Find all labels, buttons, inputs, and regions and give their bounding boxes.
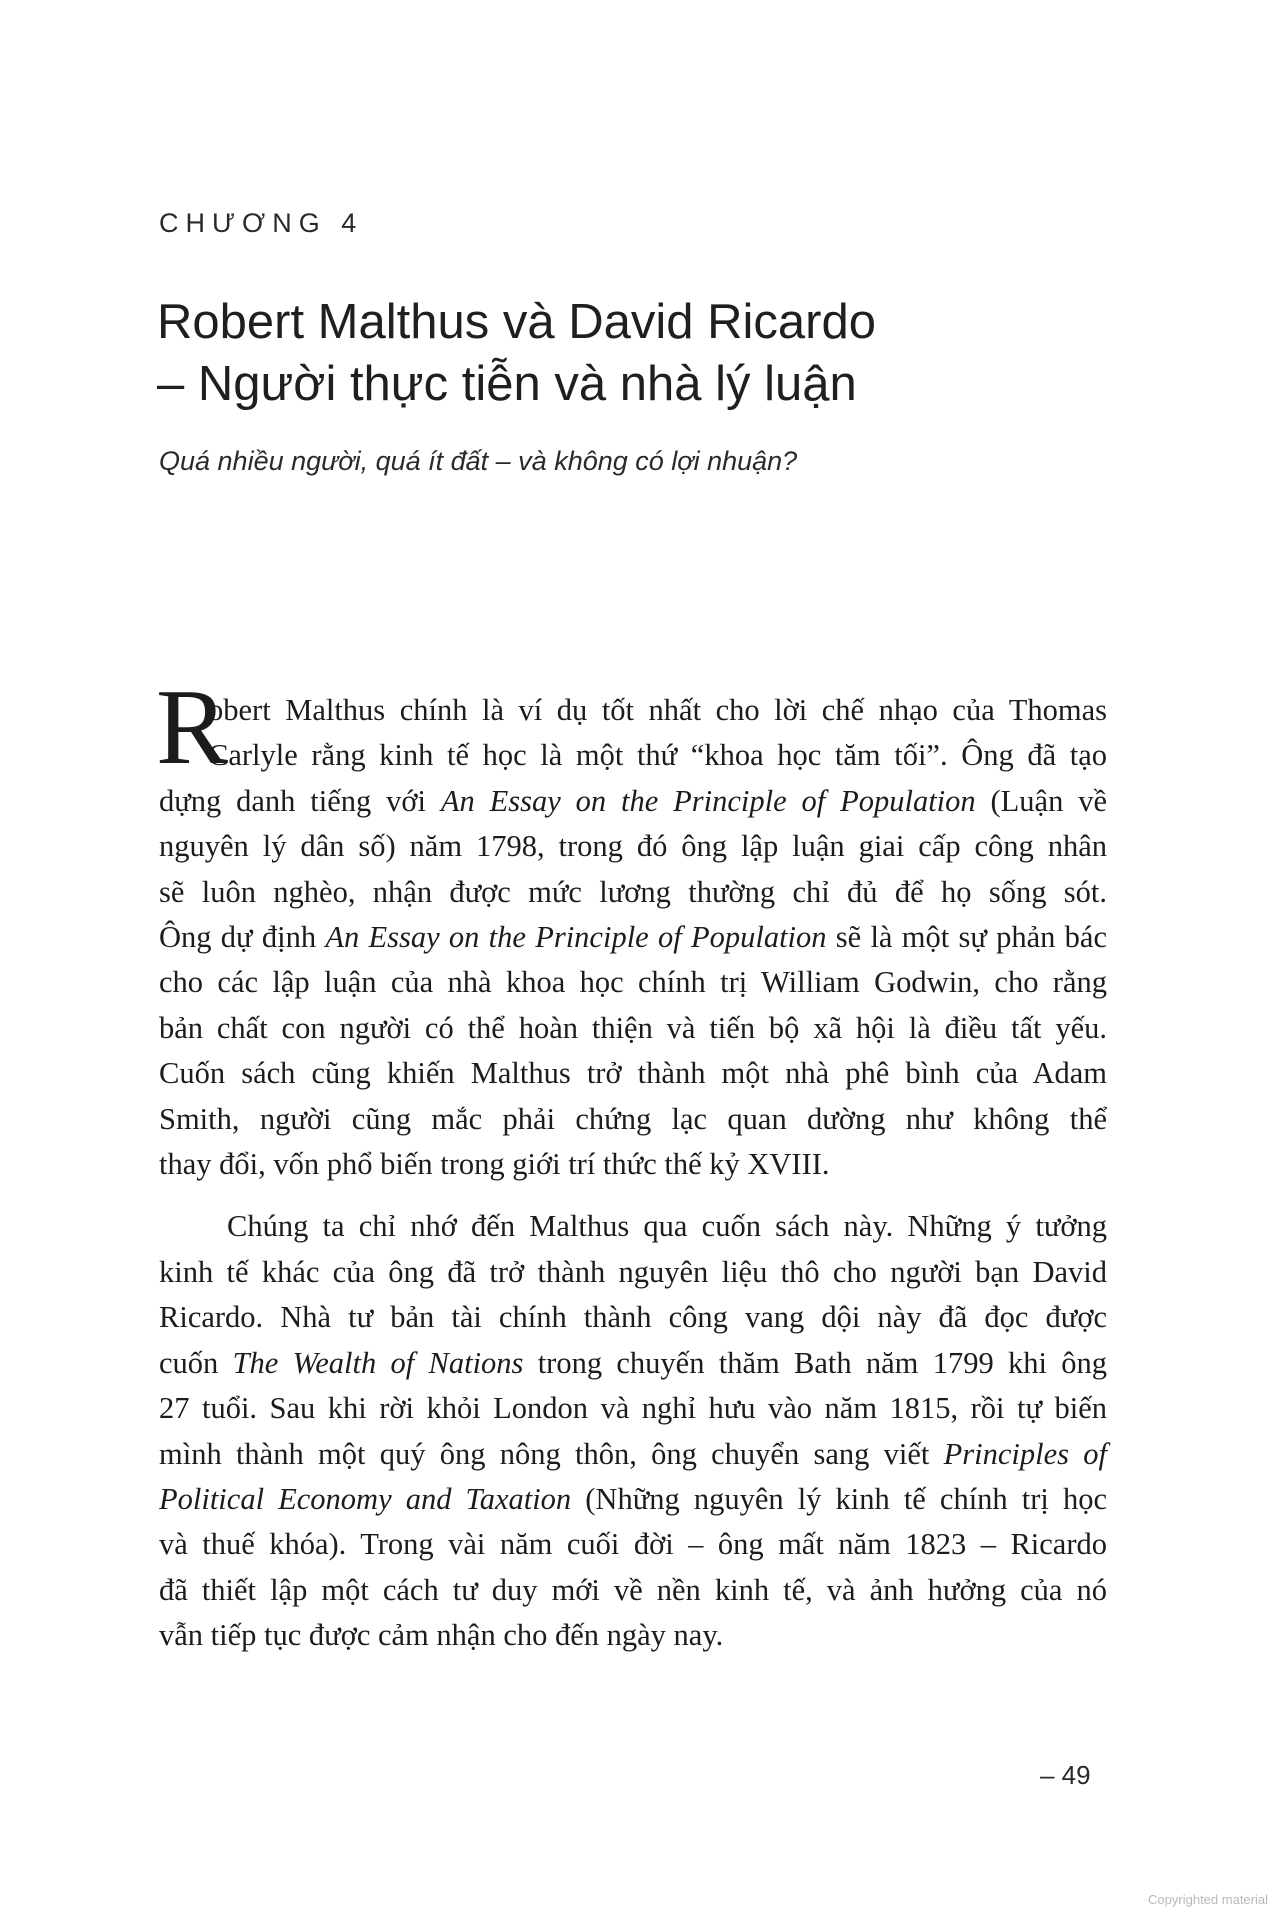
text-line <box>159 1341 1107 1386</box>
text-line: và thuế khóa). Trong vài năm cuối đời – ông mất năm 1823 – Ricardo <box>159 1527 1107 1562</box>
text-span: Ông dự định <box>159 920 326 955</box>
text-span: trong chuyến thăm Bath năm 1799 khi ông <box>523 1345 1107 1380</box>
chapter-title-line: – Người thực tiễn và nhà lý luận <box>157 356 857 411</box>
book-title: An Essay on the Principle of Population <box>440 783 976 818</box>
text-line: kinh tế khác của ông đã trở thành nguyên liệu thô cho người bạn David <box>159 1254 1107 1289</box>
book-title: Political Economy and Taxation <box>159 1481 572 1516</box>
page-number: – 49 <box>1040 1760 1091 1790</box>
text-line: cho các lập luận của nhà khoa học chính trị William Godwin, cho rằng <box>159 965 1107 1000</box>
paragraph-1 <box>156 668 1108 1187</box>
text-line <box>159 1432 1107 1477</box>
text-span: cuốn <box>159 1345 233 1380</box>
text-line <box>159 915 1107 960</box>
book-title: Principles of <box>943 1436 1107 1471</box>
text-line: Ricardo. Nhà tư bản tài chính thành công vang dội này đã đọc được <box>159 1300 1107 1335</box>
book-title: The Wealth of Nations <box>232 1345 524 1380</box>
text-line: đã thiết lập một cách tư duy mới về nền kinh tế, và ảnh hưởng của nó <box>159 1572 1107 1607</box>
drop-cap: R <box>156 668 229 787</box>
text-line: sẽ luôn nghèo, nhận được mức lương thường chỉ đủ để họ sống sót. <box>159 874 1107 909</box>
text-span: (Luận về <box>975 783 1108 818</box>
paragraph-2 <box>159 1204 1107 1658</box>
body-text <box>156 668 1108 1659</box>
text-line: 27 tuổi. Sau khi rời khỏi London và nghỉ hưu vào năm 1815, rồi tự biến <box>159 1391 1107 1426</box>
chapter-title <box>157 291 1137 415</box>
text-span: (Những nguyên lý kinh tế chính trị học <box>571 1481 1107 1516</box>
text-line: Carlyle rằng kinh tế học là một thứ “khoa học tăm tối”. Ông đã tạo <box>208 738 1107 773</box>
text-line: Cuốn sách cũng khiến Malthus trở thành một nhà phê bình của Adam <box>159 1056 1107 1091</box>
text-line <box>159 779 1107 824</box>
text-line: bản chất con người có thể hoàn thiện và tiến bộ xã hội là điều tất yếu. <box>159 1010 1107 1045</box>
copyright-notice: Copyrighted material <box>1148 1892 1268 1907</box>
chapter-title-line: Robert Malthus và David Ricardo <box>157 294 876 349</box>
text-line: thay đổi, vốn phổ biến trong giới trí thức thế kỷ XVIII. <box>159 1147 830 1182</box>
book-title: An Essay on the Principle of Population <box>325 920 827 955</box>
text-line: nguyên lý dân số) năm 1798, trong đó ông lập luận giai cấp công nhân <box>159 829 1107 864</box>
text-span: mình thành một quý ông nông thôn, ông chuyển sang viết <box>159 1436 944 1471</box>
text-span: sẽ là một sự phản bác <box>826 920 1107 955</box>
text-line <box>159 1477 1107 1522</box>
text-line: Chúng ta chỉ nhớ đến Malthus qua cuốn sách này. Những ý tưởng <box>227 1209 1107 1244</box>
chapter-label: CHƯƠNG 4 <box>159 208 364 238</box>
text-span: dựng danh tiếng với <box>159 783 441 818</box>
text-span: obert Malthus chính là ví dụ tốt nhất cho lời chế nhạo của Thomas <box>208 693 1107 727</box>
text-line: vẫn tiếp tục được cảm nhận cho đến ngày nay. <box>159 1618 724 1653</box>
chapter-subtitle: Quá nhiều người, quá ít đất – và không có lợi nhuận? <box>159 446 798 476</box>
text-line: Smith, người cũng mắc phải chứng lạc quan dường như không thể <box>159 1101 1107 1136</box>
